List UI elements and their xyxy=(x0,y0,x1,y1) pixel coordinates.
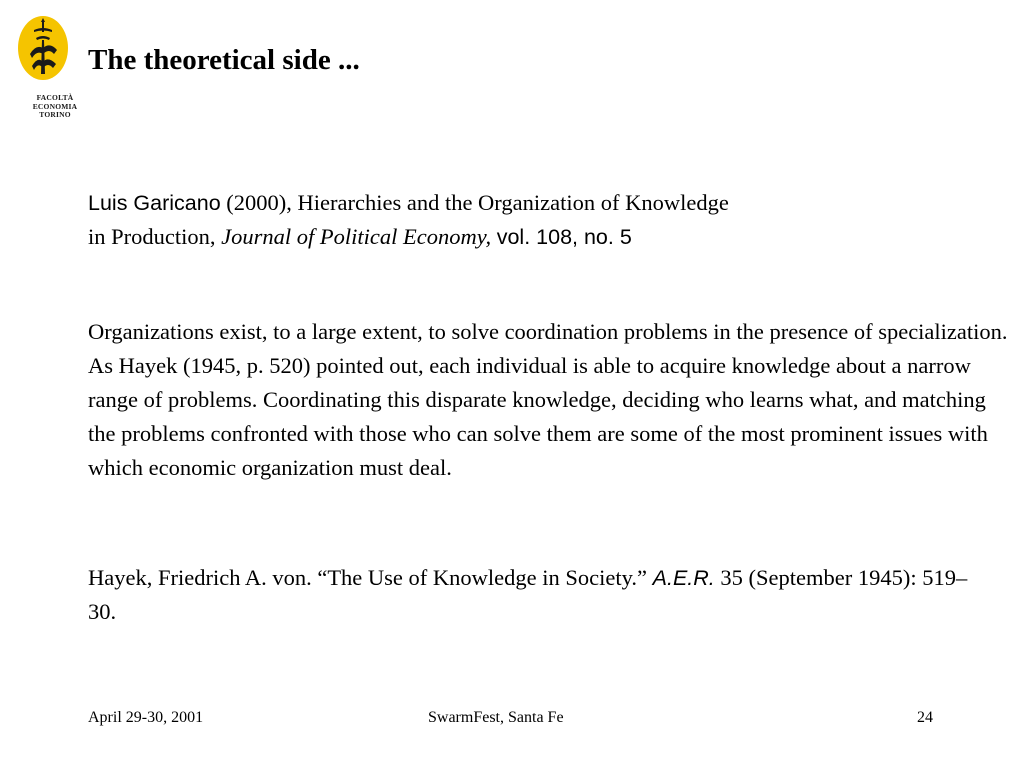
reference-journal: Journal of Political Economy, xyxy=(221,224,492,249)
reference-block xyxy=(88,186,988,254)
reference-author: Luis Garicano xyxy=(88,191,221,215)
reference-year-title: (2000), Hierarchies and the Organization of Knowledge xyxy=(226,190,729,215)
footer-page-number: 24 xyxy=(917,709,933,726)
slide-title: The theoretical side ... xyxy=(88,44,360,76)
hayek-citation xyxy=(88,561,988,629)
reference-volume: vol. 108, no. 5 xyxy=(496,225,632,249)
body-paragraph: Organizations exist, to a large extent, to solve coordination problems in the presence of specialization. As Hayek (1945, p. 520) pointed out, each individual is able to acquire knowledge about a narrow range of problems. Coordinating this disparate knowledge, deciding who learns what, and matching the problems confronted with those who can solve them are some of the most prominent issues with which economic organization must deal. xyxy=(88,319,1008,480)
logo-caption: FACOLTÀ ECONOMIA TORINO xyxy=(32,93,78,119)
citation-journal: A.E.R. xyxy=(652,566,715,590)
faculty-logo xyxy=(12,14,78,119)
footer-event: SwarmFest, Santa Fe xyxy=(428,709,564,726)
logo-emblem-icon xyxy=(12,14,74,84)
citation-text-before: Hayek, Friedrich A. von. “The Use of Knowledge in Society.” xyxy=(88,565,648,590)
footer-date: April 29-30, 2001 xyxy=(88,709,204,726)
citation-text-after: 35 (September 1945): 519–30. xyxy=(88,565,968,624)
reference-title-cont: in Production, xyxy=(88,224,216,249)
